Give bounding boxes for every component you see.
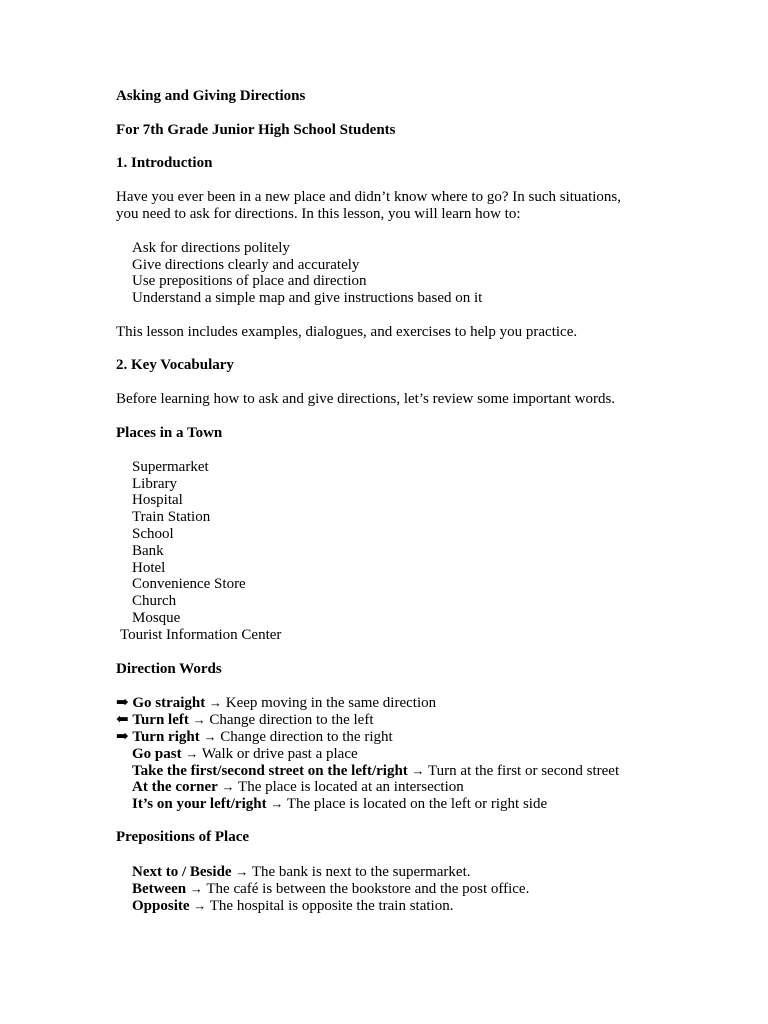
subheading-places: Places in a Town xyxy=(116,425,223,441)
place-item: Mosque xyxy=(132,610,181,626)
arrow-icon: → xyxy=(189,881,203,896)
subheading-direction-words: Direction Words xyxy=(116,661,222,677)
arrow-icon: → xyxy=(270,796,284,811)
preposition-example: The bank is next to the supermarket. xyxy=(251,864,471,880)
preposition-item xyxy=(132,863,471,881)
place-item: Church xyxy=(132,593,177,609)
preposition-item xyxy=(132,897,453,915)
direction-item xyxy=(116,694,436,712)
place-item: Tourist Information Center xyxy=(120,627,282,643)
section-heading-key-vocabulary: 2. Key Vocabulary xyxy=(116,357,234,373)
intro-paragraph-line-2: you need to ask for directions. In this lesson, you will learn how to: xyxy=(116,206,521,222)
preposition-term: Between xyxy=(132,881,187,897)
right-arrow-icon: ➡ xyxy=(116,695,129,711)
direction-definition: Keep moving in the same direction xyxy=(225,695,437,711)
arrow-icon: → xyxy=(193,898,207,913)
document-title: Asking and Giving Directions xyxy=(116,88,306,104)
arrow-icon: → xyxy=(221,779,235,794)
right-arrow-icon: ➡ xyxy=(116,729,129,745)
list-item: Use prepositions of place and direction xyxy=(132,273,367,289)
direction-item xyxy=(116,728,393,746)
direction-definition: The place is located at an intersection xyxy=(238,779,464,795)
intro-closing: This lesson includes examples, dialogues, and exercises to help you practice. xyxy=(116,324,578,340)
list-item: Ask for directions politely xyxy=(132,240,290,256)
direction-item xyxy=(132,795,547,813)
direction-definition: Change direction to the left xyxy=(209,712,374,728)
direction-item xyxy=(132,745,358,763)
document-subtitle: For 7th Grade Junior High School Students xyxy=(116,122,396,138)
list-item: Give directions clearly and accurately xyxy=(132,257,360,273)
preposition-term: Next to / Beside xyxy=(132,864,232,880)
preposition-example: The café is between the bookstore and the post office. xyxy=(206,881,530,897)
subheading-prepositions: Prepositions of Place xyxy=(116,829,250,845)
preposition-example: The hospital is opposite the train station. xyxy=(209,898,454,914)
direction-term: Go straight xyxy=(132,695,206,711)
preposition-term: Opposite xyxy=(132,898,190,914)
direction-item xyxy=(116,711,374,729)
arrow-icon: → xyxy=(209,695,222,710)
direction-definition: The place is located on the left or right side xyxy=(286,796,548,812)
direction-definition: Turn at the first or second street xyxy=(428,763,620,779)
direction-term: Take the first/second street on the left/right xyxy=(132,763,408,779)
list-item: Understand a simple map and give instructions based on it xyxy=(132,290,483,306)
vocab-paragraph: Before learning how to ask and give directions, let’s review some important words. xyxy=(116,391,616,407)
direction-term: Turn right xyxy=(132,729,200,745)
direction-term: Go past xyxy=(132,746,182,762)
arrow-icon: → xyxy=(235,864,249,879)
place-item: Convenience Store xyxy=(132,576,246,592)
direction-definition: Change direction to the right xyxy=(220,729,393,745)
direction-definition: Walk or drive past a place xyxy=(201,746,358,762)
arrow-icon: → xyxy=(185,746,199,761)
direction-term: At the corner xyxy=(132,779,218,795)
place-item: Supermarket xyxy=(132,459,209,475)
direction-term: Turn left xyxy=(132,712,189,728)
place-item: Train Station xyxy=(132,509,211,525)
left-arrow-icon: ⬅ xyxy=(116,712,129,728)
section-heading-introduction: 1. Introduction xyxy=(116,155,213,171)
arrow-icon: → xyxy=(192,712,206,727)
arrow-icon: → xyxy=(203,729,217,744)
place-item: School xyxy=(132,526,174,542)
direction-item xyxy=(132,778,464,796)
preposition-item xyxy=(132,880,529,898)
place-item: Library xyxy=(132,476,177,492)
intro-paragraph-line-1: Have you ever been in a new place and didn’t know where to go? In such situations, xyxy=(116,189,621,205)
place-item: Hotel xyxy=(132,560,166,576)
place-item: Bank xyxy=(132,543,164,559)
direction-term: It’s on your left/right xyxy=(132,796,267,812)
arrow-icon: → xyxy=(411,763,425,778)
place-item: Hospital xyxy=(132,492,183,508)
